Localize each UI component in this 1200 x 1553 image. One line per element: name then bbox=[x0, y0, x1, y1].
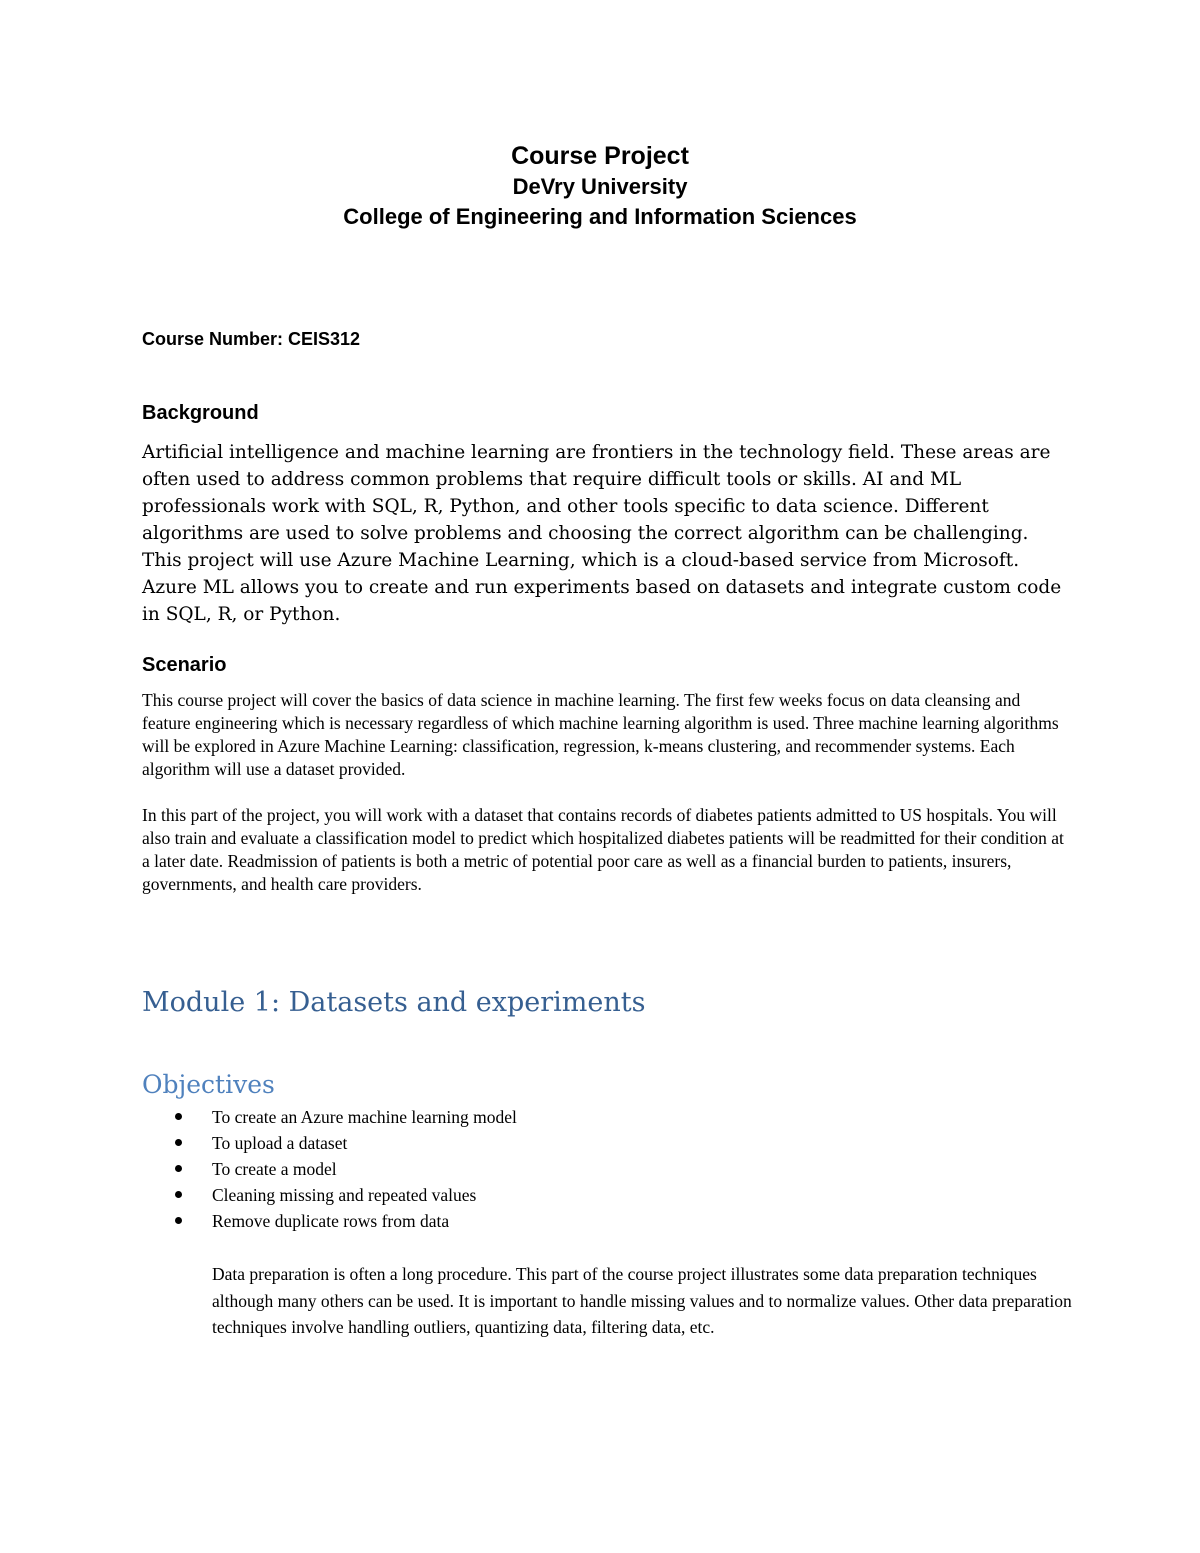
course-number: Course Number: CEIS312 bbox=[142, 329, 361, 349]
list-item bbox=[142, 1156, 1072, 1182]
background-paragraph: Artificial intelligence and machine learning are frontiers in the technology field. These areas are often used to address common problems that require difficult tools or skills. AI and ML professionals work with SQL, R, Python, and other tools specific to data science. Different algorithms are used to solve problems and choosing the correct algorithm can be challenging. This project will use Azure Machine Learning, which is a cloud-based service from Microsoft. Azure ML allows you to create and run experiments based on datasets and integrate custom code in SQL, R, or Python. bbox=[142, 442, 1062, 625]
objective-text: Remove duplicate rows from data bbox=[212, 1211, 450, 1231]
scenario-paragraph: In this part of the project, you will work with a dataset that contains records of diabetes patients admitted to US hospitals. You will also train and evaluate a classification model to predict which hospitalized diabetes patients will be readmitted for their condition at a later date. Readmission of patients is both a metric of potential poor care as well as a financial burden to patients, insurers, governments, and health care providers. bbox=[142, 805, 1064, 894]
list-item bbox=[142, 1208, 1072, 1234]
bullet-icon bbox=[175, 1113, 182, 1120]
list-item bbox=[142, 1182, 1072, 1208]
bullet-icon bbox=[175, 1139, 182, 1146]
objective-text: To create a model bbox=[212, 1159, 337, 1179]
background-heading: Background bbox=[142, 402, 259, 424]
list-item bbox=[142, 1104, 1072, 1130]
objective-text: To create an Azure machine learning model bbox=[212, 1107, 517, 1127]
university-name: DeVry University bbox=[512, 174, 688, 199]
bullet-icon bbox=[175, 1191, 182, 1198]
data-preparation-paragraph: Data preparation is often a long procedure. This part of the course project illustrates some data preparation techniques although many others can be used. It is important to handle missing values and to normalize values. Other data preparation techniques involve handling outliers, quantizing data, filtering data, etc. bbox=[212, 1264, 1072, 1337]
objective-text: Cleaning missing and repeated values bbox=[212, 1185, 477, 1205]
objective-text: To upload a dataset bbox=[212, 1133, 348, 1153]
document-header bbox=[0, 140, 1200, 232]
document-title: Course Project bbox=[511, 142, 689, 170]
scenario-heading: Scenario bbox=[142, 654, 227, 676]
module-heading: Module 1: Datasets and experiments bbox=[142, 987, 646, 1018]
scenario-paragraph: This course project will cover the basics of data science in machine learning. The first few weeks focus on data cleansing and feature engineering which is necessary regardless of which machine learning algorithm is used. Three machine learning algorithms will be explored in Azure Machine Learning: classification, regression, k-means clustering, and recommender systems. Each algorithm will use a dataset provided. bbox=[142, 690, 1059, 779]
bullet-icon bbox=[175, 1165, 182, 1172]
college-name: College of Engineering and Information Sciences bbox=[343, 204, 857, 229]
objectives-heading: Objectives bbox=[142, 1070, 275, 1099]
bullet-icon bbox=[175, 1217, 182, 1224]
list-item bbox=[142, 1130, 1072, 1156]
objectives-list bbox=[142, 1104, 1072, 1234]
